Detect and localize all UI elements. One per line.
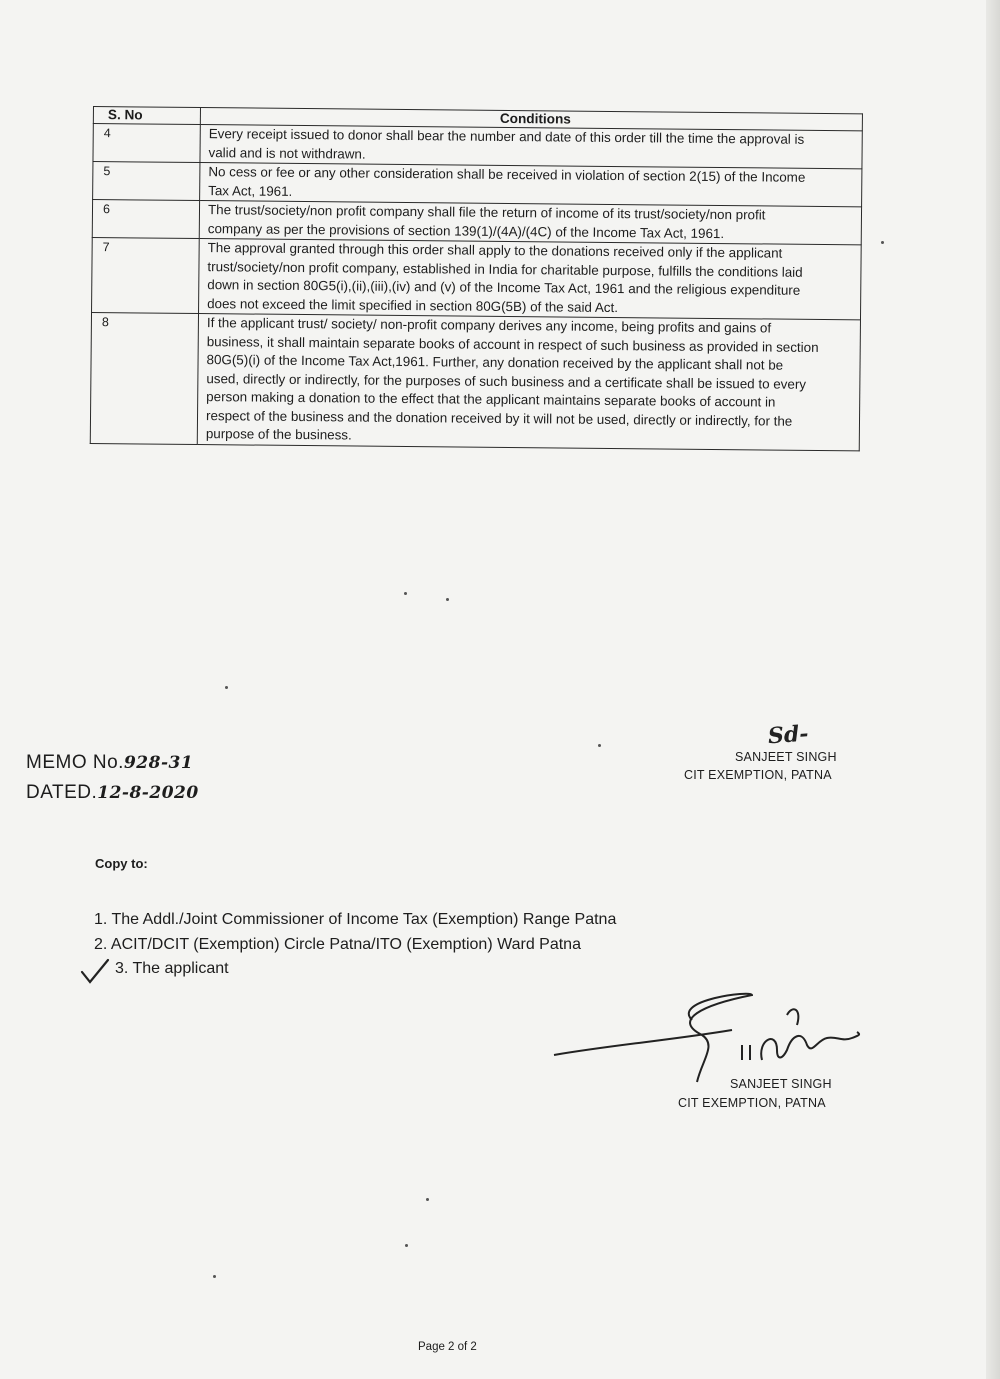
- row-sno: 6: [92, 200, 199, 239]
- dated-line: [26, 782, 199, 804]
- row-sno: 7: [92, 237, 200, 313]
- signatory-name-bottom: SANJEET SINGH: [730, 1077, 832, 1091]
- copy-to-item: 3. The applicant: [115, 960, 229, 977]
- row-sno: 4: [93, 124, 200, 163]
- conditions-header: Conditions: [200, 108, 862, 131]
- table-row: [93, 124, 862, 169]
- signatory-title-bottom: CIT EXEMPTION, PATNA: [678, 1096, 826, 1110]
- dated-label: DATED.: [26, 782, 98, 803]
- copy-to-heading: Copy to:: [95, 856, 148, 871]
- memo-line: [26, 752, 193, 774]
- memo-label: MEMO No.: [26, 752, 124, 773]
- copy-to-item: 1. The Addl./Joint Commissioner of Income Tax (Exemption) Range Patna: [94, 911, 617, 928]
- copy-to-item: 2. ACIT/DCIT (Exemption) Circle Patna/ITO (Exemption) Ward Patna: [94, 936, 581, 953]
- table-row: [93, 162, 862, 207]
- checkmark-icon: [80, 958, 110, 984]
- row-sno: 8: [90, 312, 198, 444]
- row-condition: No cess or fee or any other consideration shall be received in violation of section 2(15) of the Income Tax Act, 1961.: [200, 163, 862, 207]
- memo-number: 928-31: [123, 753, 194, 773]
- handwritten-signature: [552, 990, 872, 1090]
- conditions-table: [90, 106, 863, 451]
- row-condition: The approval granted through this order shall apply to the donations received only if the applicant trust/society/non profit company, established in India for charitable purpose, fulfills the conditions laid down in section 80G5(i),(ii),(iii),(iv) and (v) of the Income Tax Act, 1961 and the religious expenditure does not exceed the limit specified in section 80G(5B) of the said Act.: [199, 239, 862, 320]
- speckle: [426, 1198, 429, 1201]
- row-condition: The trust/society/non profit company shall file the return of income of its trust/society/non profit company as per the provisions of section 139(1)/(4A)/(4C) of the Income Tax Act, 1961.: [199, 201, 861, 245]
- speckle: [404, 592, 407, 595]
- signatory-title-top: CIT EXEMPTION, PATNA: [684, 768, 832, 782]
- signatory-name-top: SANJEET SINGH: [735, 750, 837, 764]
- speckle: [213, 1275, 216, 1278]
- page-edge: [986, 0, 1000, 1379]
- table-row: [90, 312, 860, 450]
- speckle: [405, 1244, 408, 1247]
- sno-header: S. No: [93, 107, 200, 125]
- sd-mark: Sd-: [767, 720, 810, 750]
- speckle: [225, 686, 228, 689]
- speckle: [881, 241, 884, 244]
- speckle: [598, 744, 601, 747]
- speckle: [446, 598, 449, 601]
- dated-value: 12-8-2020: [97, 783, 199, 803]
- row-condition: If the applicant trust/ society/ non-profit company derives any income, being profits and gains of business, it shall maintain separate books of account in respect of such business as provided in section 80G(5)(i) of the Income Tax Act,1961. Further, any donation received by the applicant shall not be used, directly or indirectly, for the purposes of such business and a certificate shall be issued to every person making a donation to the effect that the applicant maintains separate books of account in respect of the business and the donation received by it will not be used, directly or indirectly, for the purpose of the business.: [197, 314, 860, 451]
- row-condition: Every receipt issued to donor shall bear the number and date of this order till the time the approval is valid and is not withdrawn.: [200, 125, 862, 169]
- table-row: [92, 200, 861, 245]
- table-row: [92, 237, 862, 319]
- page-number: Page 2 of 2: [418, 1341, 477, 1353]
- row-sno: 5: [93, 162, 200, 201]
